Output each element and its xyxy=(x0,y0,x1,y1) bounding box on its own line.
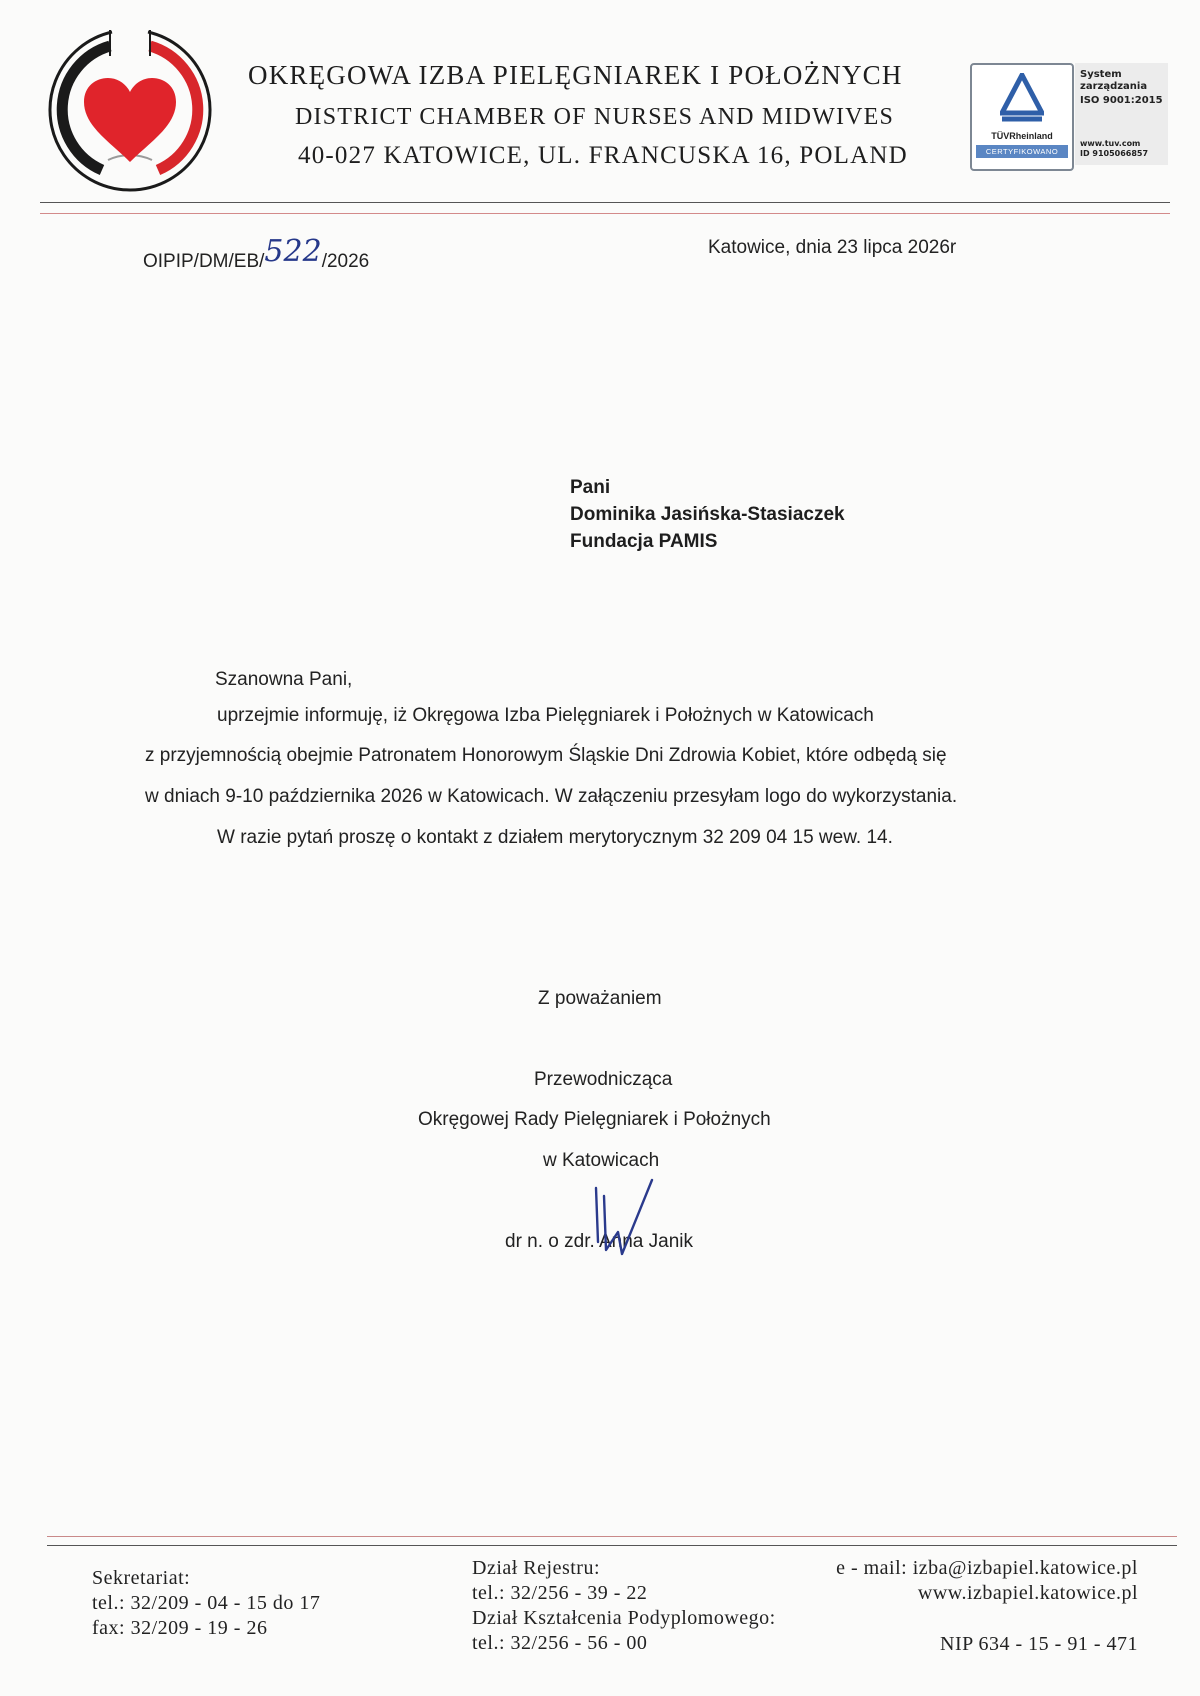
logo-stem xyxy=(110,30,150,56)
reference-prefix: OIPIP/DM/EB/ xyxy=(143,251,265,272)
tuv-certificate-badge xyxy=(970,63,1074,171)
tuv-cert-stamp: CERTYFIKOWANO xyxy=(976,145,1068,158)
education-phone: tel.: 32/256 - 56 - 00 xyxy=(472,1632,648,1654)
chamber-logo xyxy=(40,20,220,200)
footer-secretariat xyxy=(92,1566,320,1641)
org-name-pl: OKRĘGOWA IZBA PIELĘGNIAREK I POŁOŻNYCH xyxy=(248,60,903,90)
tuv-triangle-icon xyxy=(1000,73,1044,125)
iso-system-line1: System xyxy=(1080,69,1122,80)
body-line-2: z przyjemnością obejmie Patronatem Honorowym Śląskie Dni Zdrowia Kobiet, które odbędą się xyxy=(145,745,947,766)
footer-divider xyxy=(47,1545,1177,1546)
secretariat-label: Sekretariat: xyxy=(92,1567,191,1589)
addressee-organization: Fundacja PAMIS xyxy=(570,531,718,552)
handwritten-signature xyxy=(588,1172,658,1262)
addressee-title: Pani xyxy=(570,477,611,498)
footer-email: e - mail: izba@izbapiel.katowice.pl xyxy=(836,1557,1138,1579)
body-line-1: uprzejmie informuję, iż Okręgowa Izba Pielęgniarek i Położnych w Katowicach xyxy=(217,705,874,726)
addressee-name: Dominika Jasińska-Stasiaczek xyxy=(570,504,845,525)
registry-label: Dział Rejestru: xyxy=(472,1557,601,1579)
org-address: 40-027 KATOWICE, UL. FRANCUSKA 16, POLAND xyxy=(298,142,908,169)
org-name-en: DISTRICT CHAMBER OF NURSES AND MIDWIVES xyxy=(295,104,895,130)
body-line-3: w dniach 9-10 października 2026 w Katowicach. W załączeniu przesyłam logo do wykorzystania. xyxy=(145,786,958,807)
reference-handwritten-number: 522 xyxy=(264,234,322,269)
footer-nip: NIP 634 - 15 - 91 - 471 xyxy=(940,1633,1138,1655)
signatory-title: Przewodnicząca xyxy=(534,1069,673,1090)
reference-number xyxy=(143,234,370,275)
date-line: Katowice, dnia 23 lipca 2026r xyxy=(708,237,957,258)
secretariat-fax: fax: 32/209 - 19 - 26 xyxy=(92,1617,268,1639)
salutation: Szanowna Pani, xyxy=(215,669,353,690)
footer-departments xyxy=(472,1556,776,1656)
body-line-4: W razie pytań proszę o kontakt z działem merytorycznym 32 209 04 15 wew. 14. xyxy=(217,827,893,848)
header-divider xyxy=(40,202,1170,203)
secretariat-phone: tel.: 32/209 - 04 - 15 do 17 xyxy=(92,1592,321,1614)
registry-phone: tel.: 32/256 - 39 - 22 xyxy=(472,1582,648,1604)
iso-system-line2: zarządzania xyxy=(1080,81,1148,92)
signatory-name: dr n. o zdr. Anna Janik xyxy=(505,1231,694,1252)
closing: Z poważaniem xyxy=(538,988,662,1009)
footer-divider-red xyxy=(47,1536,1177,1537)
footer-website: www.izbapiel.katowice.pl xyxy=(917,1582,1138,1604)
signatory-body: Okręgowej Rady Pielęgniarek i Położnych xyxy=(418,1109,771,1130)
tuv-url: www.tuv.com xyxy=(1080,139,1141,148)
iso-panel xyxy=(1075,63,1168,165)
tuv-id: ID 9105066857 xyxy=(1080,149,1149,158)
addressee-block xyxy=(570,474,845,555)
heart-icon xyxy=(84,78,176,162)
reference-suffix: /2026 xyxy=(321,251,370,272)
iso-standard: ISO 9001:2015 xyxy=(1080,95,1163,106)
footer-contact xyxy=(760,1556,1138,1606)
education-label: Dział Kształcenia Podyplomowego: xyxy=(472,1607,776,1629)
signatory-city: w Katowicach xyxy=(543,1150,660,1171)
header-divider-red xyxy=(40,213,1170,214)
tuv-brand: TÜVRheinland xyxy=(991,131,1053,141)
